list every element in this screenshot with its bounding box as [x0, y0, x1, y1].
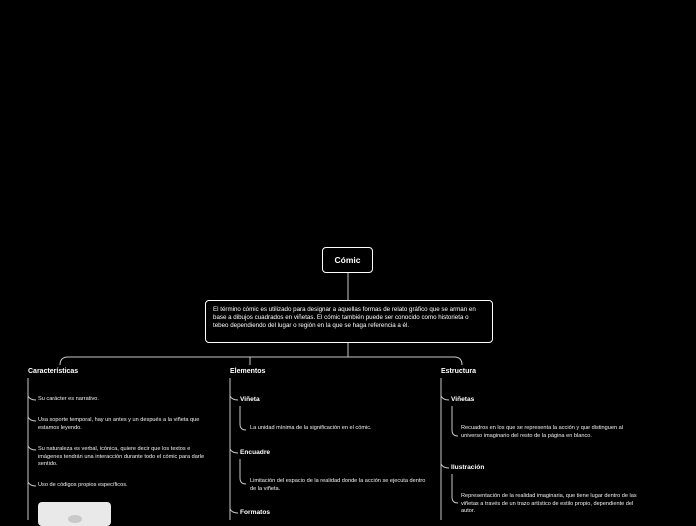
subtopic-vinetas[interactable]: Viñetas	[451, 396, 475, 403]
caracteristica-item[interactable]: Usa soporte temporal, hay un antes y un después a la viñeta que estamos leyendo.	[38, 417, 200, 431]
caracteristica-item[interactable]: Su carácter es narrativo.	[38, 396, 99, 402]
subtopic-formatos[interactable]: Formatos	[240, 509, 271, 516]
root-title: Cómic	[334, 255, 361, 265]
branch-caracteristicas[interactable]: Características	[28, 368, 79, 375]
root-node[interactable]	[322, 247, 373, 273]
subtopic-encuadre-text[interactable]: Limitación del espacio de la realidad donde la acción se ejecuta dentro de la viñeta.	[250, 478, 426, 492]
description-node[interactable]	[205, 300, 493, 343]
subtopic-ilustracion[interactable]: Ilustración	[451, 464, 485, 471]
caracteristica-item[interactable]: Uso de códigos propios específicos.	[38, 482, 128, 488]
subtopic-encuadre[interactable]: Encuadre	[240, 449, 271, 456]
caracteristica-item[interactable]: Su naturaleza es verbal, icónica, quiere decir que los textos e imágenes tendrán una interacción durante todo el cómic para darle sentido.	[38, 446, 205, 467]
image-thumbnail[interactable]	[38, 502, 111, 526]
subtopic-vineta-text[interactable]: La unidad mínima de la significación en el cómic.	[250, 425, 372, 431]
subtopic-ilustracion-text[interactable]: Representación de la realidad imaginaria, que tiene lugar dentro de las viñetas a través de un trazo artístico de estilo propio, dependiente del autor.	[461, 493, 637, 514]
description-text: El término cómic es utilizado para designar a aquellas formas de relato gráfico que se arman en base a dibujos cuadrados en viñetas. El cómic también puede ser conocido como historieta o tebeo dependiendo del lugar o región en la que se haga referencia a él.	[213, 306, 476, 329]
subtopic-vineta[interactable]: Viñeta	[240, 396, 260, 403]
subtopic-vinetas-text[interactable]: Recuadros en los que se representa la acción y que distinguen al universo imaginario del resto de la página en blanco.	[461, 425, 624, 439]
branch-estructura[interactable]: Estructura	[441, 368, 477, 375]
branch-elementos[interactable]: Elementos	[230, 368, 266, 375]
